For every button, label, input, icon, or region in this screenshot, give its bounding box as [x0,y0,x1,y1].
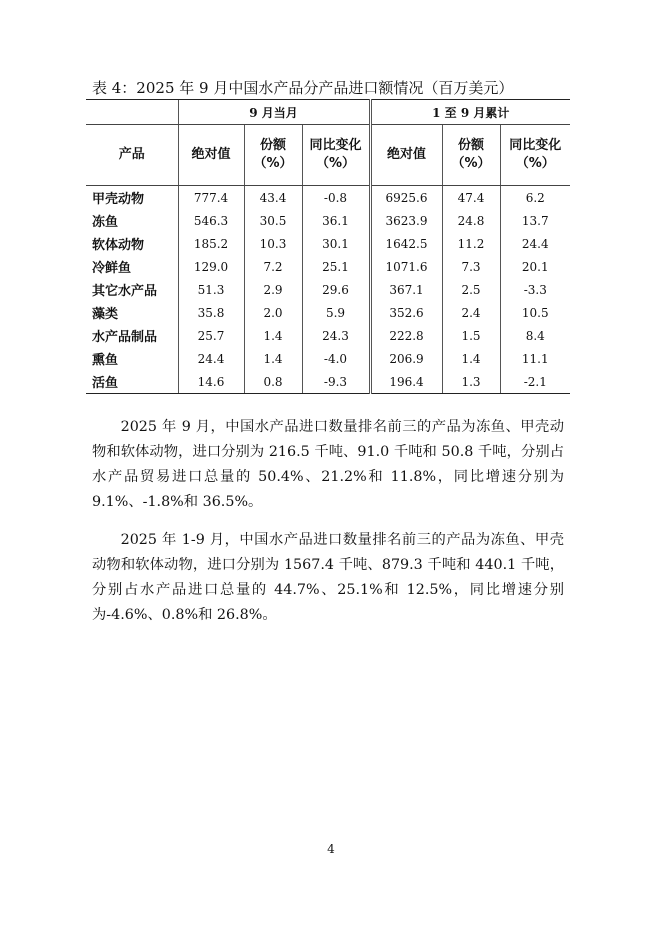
table-row [86,370,570,394]
cell-month-yoy: 5.9 [302,301,370,324]
cell-cum-share: 2.5 [442,278,500,301]
cell-name: 冻鱼 [92,215,119,230]
cell-month-share: 1.4 [244,347,302,370]
cell-name: 活鱼 [86,370,178,394]
cell-name: 软体动物 [92,238,145,253]
table-row [86,347,570,370]
cell-cum-abs: 206.9 [370,347,442,370]
col-month-share: 份额 （%） [244,125,302,186]
cell-cum-share: 1.3 [442,370,500,394]
cell-month-share: 30.5 [244,209,302,232]
cell-cum-yoy: 6.2 [500,186,570,210]
cell-cum-yoy: 11.1 [500,347,570,370]
cell-cum-abs: 367.1 [370,278,442,301]
col-product: 产品 [86,125,178,186]
cell-month-share: 7.2 [244,255,302,278]
cell-month-share: 1.4 [244,324,302,347]
cell-month-yoy: -9.3 [302,370,370,394]
cell-cum-abs: 3623.9 [370,209,442,232]
table-body [86,186,570,394]
page-number: 4 [327,842,335,856]
table-row [86,324,570,347]
cell-month-yoy: -0.8 [302,186,370,210]
cell-cum-yoy: 13.7 [500,209,570,232]
group-header-blank [86,100,178,125]
cell-month-yoy: 29.6 [302,278,370,301]
table-row [86,255,570,278]
table-caption: 表 4：2025 年 9 月中国水产品分产品进口额情况（百万美元） [92,79,514,97]
cell-month-abs: 777.4 [178,186,244,210]
cell-cum-share: 1.5 [442,324,500,347]
cell-name: 冷鲜鱼 [92,261,132,276]
cell-cum-share: 7.3 [442,255,500,278]
col-month-yoy: 同比变化 （%） [302,125,370,186]
col-month-abs: 绝对值 [178,125,244,186]
cell-cum-share: 47.4 [442,186,500,210]
cell-month-share: 43.4 [244,186,302,210]
cell-month-share: 2.9 [244,278,302,301]
cell-month-yoy: 24.3 [302,324,370,347]
cell-month-abs: 25.7 [178,324,244,347]
cell-month-share: 2.0 [244,301,302,324]
cell-cum-abs: 352.6 [370,301,442,324]
cell-cum-share: 2.4 [442,301,500,324]
cell-month-yoy: 36.1 [302,209,370,232]
cell-month-abs: 185.2 [178,232,244,255]
group-header-month: 9 月当月 [178,100,370,125]
cell-cum-abs: 222.8 [370,324,442,347]
cell-month-yoy: -4.0 [302,347,370,370]
cell-month-abs: 546.3 [178,209,244,232]
cell-month-abs: 129.0 [178,255,244,278]
cell-month-yoy: 25.1 [302,255,370,278]
cell-cum-yoy: 8.4 [500,324,570,347]
cell-cum-yoy: -3.3 [500,278,570,301]
cell-cum-yoy: -2.1 [500,370,570,394]
cell-cum-yoy: 24.4 [500,232,570,255]
cell-month-yoy: 30.1 [302,232,370,255]
table-row [86,301,570,324]
col-cum-share: 份额 （%） [442,125,500,186]
cell-month-share: 10.3 [244,232,302,255]
cell-cum-share: 24.8 [442,209,500,232]
paragraph-jan-sep: 2025 年 1-9 月，中国水产品进口数量排名前三的产品为冻鱼、甲壳动物和软体动物，进口分别为 1567.4 千吨、879.3 千吨和 440.1 千吨，分别占水产品进口总量的 44.7%、25.1%和 12.5%，同比增速分别为-4.6%、0.8%和 26.8%。 [92,532,564,624]
cell-cum-abs: 1071.6 [370,255,442,278]
table-row [86,209,570,232]
col-cum-abs: 绝对值 [370,125,442,186]
paragraph-september: 2025 年 9 月，中国水产品进口数量排名前三的产品为冻鱼、甲壳动物和软体动物，进口分别为 216.5 千吨、91.0 千吨和 50.8 千吨，分别占水产品贸易进口总量的 50.4%、21.2%和 11.8%，同比增速分别为 9.1%、-1.8%和 36.5%。 [92,419,564,511]
import-table [86,99,570,394]
cell-month-abs: 14.6 [178,370,244,394]
cell-cum-yoy: 20.1 [500,255,570,278]
cell-cum-yoy: 10.5 [500,301,570,324]
group-header-cumulative: 1 至 9 月累计 [370,100,570,125]
table-row [86,278,570,301]
cell-month-abs: 51.3 [178,278,244,301]
cell-cum-share: 11.2 [442,232,500,255]
cell-name: 水产品制品 [92,330,158,345]
col-cum-yoy: 同比变化 （%） [500,125,570,186]
cell-name: 其它水产品 [92,284,158,299]
cell-name: 甲壳动物 [92,192,145,207]
table-row [86,186,570,210]
cell-name: 熏鱼 [92,353,119,368]
cell-cum-abs: 6925.6 [370,186,442,210]
cell-name: 藻类 [92,307,119,322]
cell-month-abs: 24.4 [178,347,244,370]
table-row [86,232,570,255]
cell-month-share: 0.8 [244,370,302,394]
cell-cum-abs: 1642.5 [370,232,442,255]
cell-month-abs: 35.8 [178,301,244,324]
cell-cum-abs: 196.4 [370,370,442,394]
cell-cum-share: 1.4 [442,347,500,370]
